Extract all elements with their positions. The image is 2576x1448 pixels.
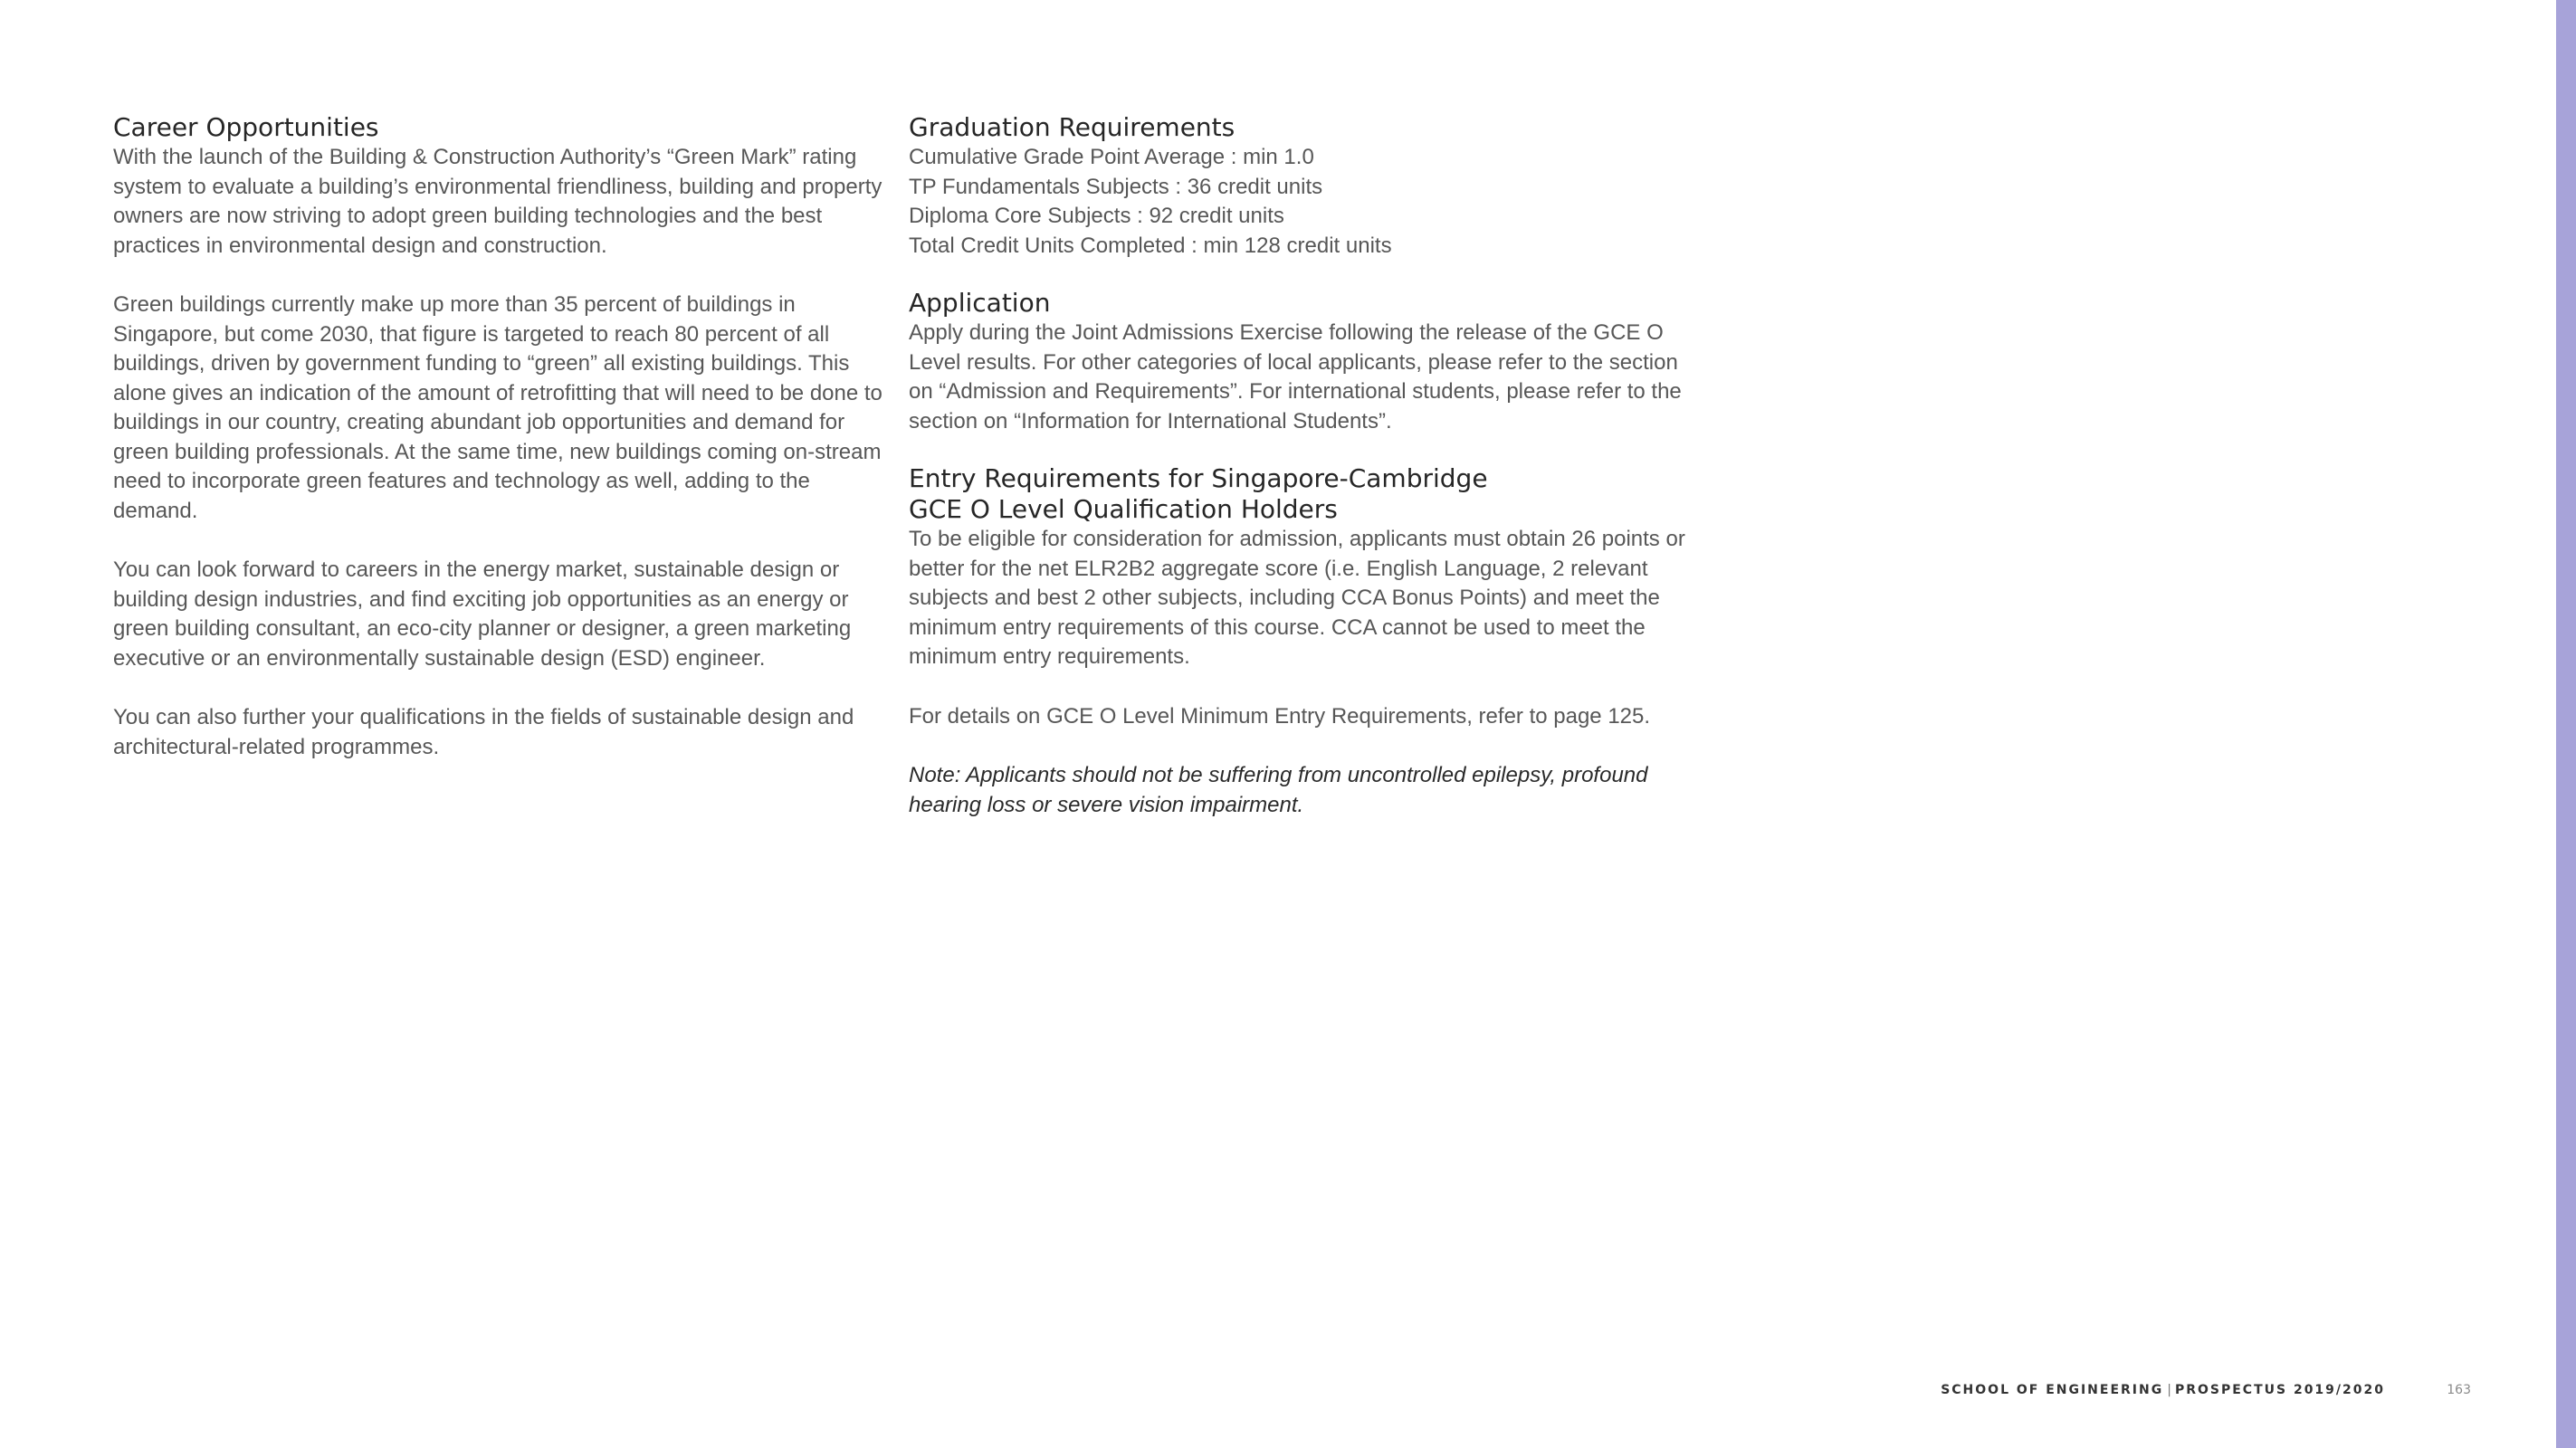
entry-heading-line-1: Entry Requirements for Singapore-Cambridge bbox=[909, 463, 1488, 493]
entry-requirements-text: To be eligible for consideration for admission, applicants must obtain 26 points or better for the net ELR2B2 aggregate score (i.e. English Language, 2 relevant subjects and best 2 other subjects, including CCA Bonus Points) and meet the minimum entry requirements of this course. CCA cannot be used to meet the minimum entry requirements. bbox=[909, 527, 1685, 669]
career-paragraph-4: You can also further your qualifications in the fields of sustainable design and architectural-related programmes. bbox=[113, 705, 854, 759]
requirement-diploma-core: Diploma Core Subjects : 92 credit units bbox=[909, 204, 1284, 228]
left-column bbox=[113, 112, 883, 789]
career-paragraph-3: You can look forward to careers in the energy market, sustainable design or building design industries, and find exciting job opportunities as an energy or green building consultant, an eco-city planner or designer, a green marketing executive or an environmentally sustainable design (ESD) engineer. bbox=[113, 557, 852, 671]
entry-requirements-heading bbox=[909, 463, 1687, 525]
right-column bbox=[909, 112, 1687, 847]
requirement-total-credits: Total Credit Units Completed : min 128 credit units bbox=[909, 233, 1392, 258]
page-footer bbox=[1941, 1381, 2471, 1399]
entry-note-text: Note: Applicants should not be suffering from uncontrolled epilepsy, profound hearing loss or severe vision impairment. bbox=[909, 763, 1648, 817]
footer-separator: | bbox=[2167, 1383, 2171, 1397]
page-number: 163 bbox=[2447, 1383, 2471, 1397]
footer-prospectus: PROSPECTUS 2019/2020 bbox=[2174, 1383, 2385, 1397]
career-opportunities-section bbox=[113, 112, 883, 762]
sidebar-color-stripe bbox=[2556, 0, 2576, 1448]
application-heading: Application bbox=[909, 288, 1051, 318]
career-paragraph-2: Green buildings currently make up more than 35 percent of buildings in Singapore, but come 2030, that figure is targeted to reach 80 percent of all buildings, driven by government funding to “green” all existing buildings. This alone gives an indication of the amount of retrofitting that will need to be done to buildings in our country, creating abundant job opportunities and demand for green building professionals. At the same time, new buildings coming on-stream need to incorporate green features and technology as well, adding to the demand. bbox=[113, 292, 883, 523]
footer-title bbox=[1941, 1381, 2385, 1399]
requirement-gpa: Cumulative Grade Point Average : min 1.0 bbox=[909, 145, 1314, 169]
career-paragraph-1: With the launch of the Building & Construction Authority’s “Green Mark” rating system to evaluate a building’s environmental friendliness, building and property owners are now striving to adopt green building technologies and the best practices in environmental design and construction. bbox=[113, 145, 883, 258]
entry-requirements-section bbox=[909, 463, 1687, 820]
entry-details-text: For details on GCE O Level Minimum Entry Requirements, refer to page 125. bbox=[909, 703, 1651, 729]
footer-school: SCHOOL OF ENGINEERING bbox=[1941, 1383, 2164, 1397]
entry-heading-line-2: GCE O Level Qualification Holders bbox=[909, 494, 1338, 524]
application-section bbox=[909, 288, 1687, 436]
graduation-requirements-section bbox=[909, 112, 1687, 261]
requirement-tp-fundamentals: TP Fundamentals Subjects : 36 credit units bbox=[909, 174, 1323, 199]
graduation-requirements-heading: Graduation Requirements bbox=[909, 112, 1236, 142]
application-text: Apply during the Joint Admissions Exercise following the release of the GCE O Level results. For other categories of local applicants, please refer to the section on “Admission and Requirements”. For international students, please refer to the section on “Information for International Students”. bbox=[909, 320, 1682, 433]
career-opportunities-heading: Career Opportunities bbox=[113, 112, 379, 142]
graduation-requirements-list bbox=[909, 143, 1687, 261]
